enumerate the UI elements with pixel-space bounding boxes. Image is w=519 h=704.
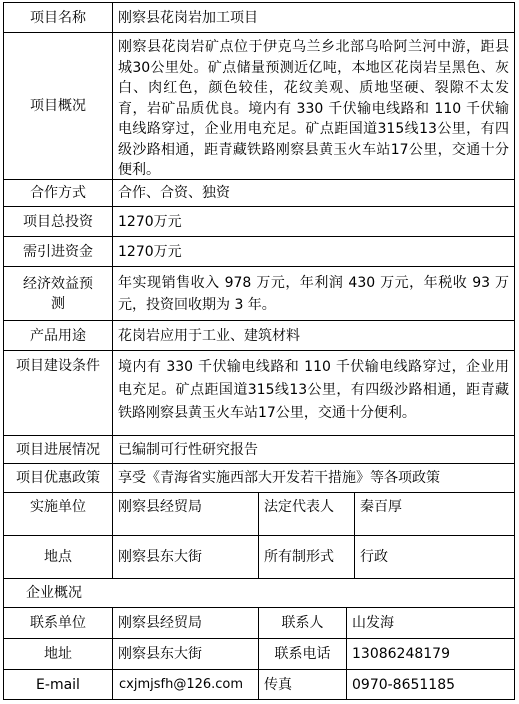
project-name-label: 项目名称: [3, 2, 113, 33]
cooperation-value: 合作、合资、独资: [112, 179, 515, 207]
overview-label: 项目概况: [3, 32, 113, 180]
phone-label: 联系电话: [258, 638, 347, 670]
total-investment-label: 项目总投资: [3, 206, 113, 237]
overview-value: 刚察县花岗岩矿点位于伊克乌兰乡北部乌哈阿兰河中游，距县城30公里处。矿点储量预测近亿吨，本地区花岗岩呈黑色、灰白、肉红色，颜色较佳，花纹美观、质地坚硬、裂隙不太发育，岩矿品质优良。境内有 330 千伏输电线路和 110 千伏输电线路穿过，企业用电充足。矿点距国道315线13公里，有四级沙路相通，距青藏铁路刚察县黄玉火车站17公里，交通十分便利。: [112, 32, 515, 180]
legal-rep-value: 秦百厚: [354, 492, 515, 536]
ownership-value: 行政: [354, 535, 515, 579]
policy-value: 享受《青海省实施西部大开发若干措施》等各项政策: [112, 463, 515, 493]
fax-value: 0970-8651185: [346, 669, 515, 700]
usage-label: 产品用途: [3, 320, 113, 351]
contact-unit-label: 联系单位: [3, 607, 113, 639]
usage-value: 花岗岩应用于工业、建筑材料: [112, 320, 515, 351]
location-label: 地点: [3, 535, 113, 579]
contact-person-label: 联系人: [258, 607, 347, 639]
phone-value: 13086248179: [346, 638, 515, 670]
contact-person-value: 山发海: [346, 607, 515, 639]
company-overview-header: 企业概况: [3, 578, 515, 608]
progress-value: 已编制可行性研究报告: [112, 435, 515, 464]
conditions-label: 项目建设条件: [3, 350, 113, 436]
legal-rep-label: 法定代表人: [258, 492, 355, 536]
contact-unit-value: 刚察县经贸局: [112, 607, 259, 639]
needed-capital-label: 需引进资金: [3, 236, 113, 267]
benefit-label: 经济效益预测: [3, 266, 113, 321]
email-label: E-mail: [3, 669, 113, 700]
total-investment-value: 1270万元: [112, 206, 515, 237]
email-value: cxjmjsfh@126.com: [112, 669, 259, 700]
project-name-value: 刚察县花岗岩加工项目: [112, 2, 515, 33]
implementer-value: 刚察县经贸局: [112, 492, 259, 536]
benefit-value: 年实现销售收入 978 万元，年利润 430 万元，年税收 93 万元，投资回收期为 3 年。: [112, 266, 515, 321]
ownership-label: 所有制形式: [258, 535, 355, 579]
location-value: 刚察县东大街: [112, 535, 259, 579]
implementer-label: 实施单位: [3, 492, 113, 536]
needed-capital-value: 1270万元: [112, 236, 515, 267]
address-value: 刚察县东大街: [112, 638, 259, 670]
address-label: 地址: [3, 638, 113, 670]
conditions-value: 境内有 330 千伏输电线路和 110 千伏输电线路穿过，企业用电充足。矿点距国道315线13公里，有四级沙路相通，距青藏铁路刚察县黄玉火车站17公里，交通十分便利。: [112, 350, 515, 436]
progress-label: 项目进展情况: [3, 435, 113, 464]
fax-label: 传真: [258, 669, 347, 700]
policy-label: 项目优惠政策: [3, 463, 113, 493]
cooperation-label: 合作方式: [3, 179, 113, 207]
project-table: [3, 2, 515, 700]
